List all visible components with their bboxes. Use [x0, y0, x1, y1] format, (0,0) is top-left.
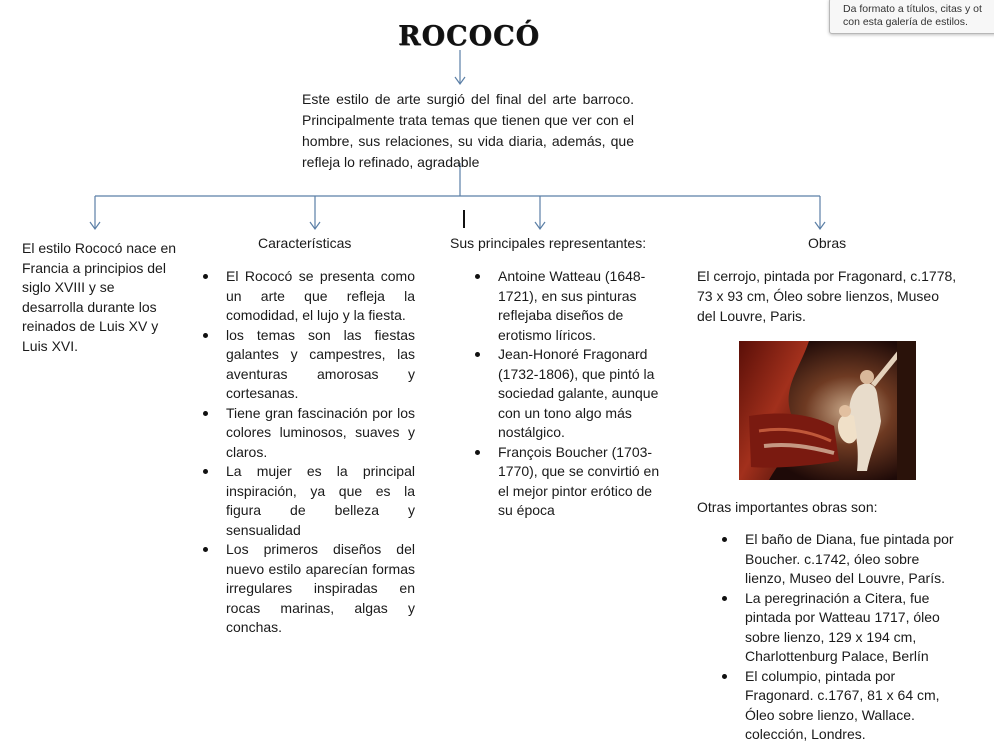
caracteristicas-heading: Características [258, 235, 352, 251]
list-item: Antoine Watteau (1648-1721), en sus pinturas reflejaba diseños de erotismo líricos. [472, 267, 667, 345]
intro-paragraph: Este estilo de arte surgió del final del arte barroco. Principalmente trata temas que tienen que ver con el hombre, sus relaciones, su vida diaria, además, que refleja lo refinado, agradable [302, 91, 634, 170]
list-item: La peregrinación a Citera, fue pintada por Watteau 1717, óleo sobre lienzo, 129 x 194 cm, Charlottenburg Palace, Berlín [719, 589, 961, 667]
obras-description: El cerrojo, pintada por Fragonard, c.1778, 73 x 93 cm, Óleo sobre lienzos, Museo del Louvre, Paris. [697, 268, 957, 324]
painting-illustration [739, 341, 916, 480]
representantes-list [472, 267, 667, 521]
otras-obras-list [719, 530, 961, 745]
tooltip-line-1: Da formato a títulos, citas y ot [843, 3, 982, 15]
list-item: El Rococó se presenta como un arte que refleja la comodidad, el lujo y la fiesta. [200, 267, 415, 326]
representantes-heading: Sus principales representantes: [450, 235, 647, 251]
list-item: Los primeros diseños del nuevo estilo aparecían formas irregulares inspiradas en rocas marinas, algas y conchas. [200, 540, 415, 638]
origin-paragraph: El estilo Rococó nace en Francia a principios del siglo XVIII y se desarrolla durante los reinados de Luis XV y Luis XVI. [22, 240, 177, 354]
list-item: El baño de Diana, fue pintada por Boucher. c.1742, óleo sobre lienzo, Museo del Louvre, París. [719, 530, 961, 589]
list-item: La mujer es la principal inspiración, ya que es la figura de belleza y sensualidad [200, 462, 415, 540]
tooltip-line-2: con esta galería de estilos. [843, 16, 968, 28]
list-item: François Boucher (1703-1770), que se convirtió en el mejor pintor erótico de su época [472, 443, 667, 521]
list-item: Tiene gran fascinación por los colores luminosos, suaves y claros. [200, 404, 415, 463]
caracteristicas-list [200, 267, 415, 638]
list-item: El columpio, pintada por Fragonard. c.1767, 81 x 64 cm, Óleo sobre lienzo, Wallace. colección, Londres. [719, 667, 961, 745]
el-cerrojo-painting-image [739, 341, 916, 480]
page-title: ROCOCÓ [398, 21, 540, 52]
text-cursor [463, 210, 465, 228]
obras-heading: Obras [808, 235, 847, 251]
list-item: los temas son las fiestas galantes y campestres, las aventuras amorosas y cortesanas. [200, 326, 415, 404]
otras-obras-heading: Otras importantes obras son: [697, 499, 878, 515]
list-item: Jean-Honoré Fragonard (1732-1806), que pintó la sociedad galante, aunque con un tono algo más nostálgico. [472, 345, 667, 443]
